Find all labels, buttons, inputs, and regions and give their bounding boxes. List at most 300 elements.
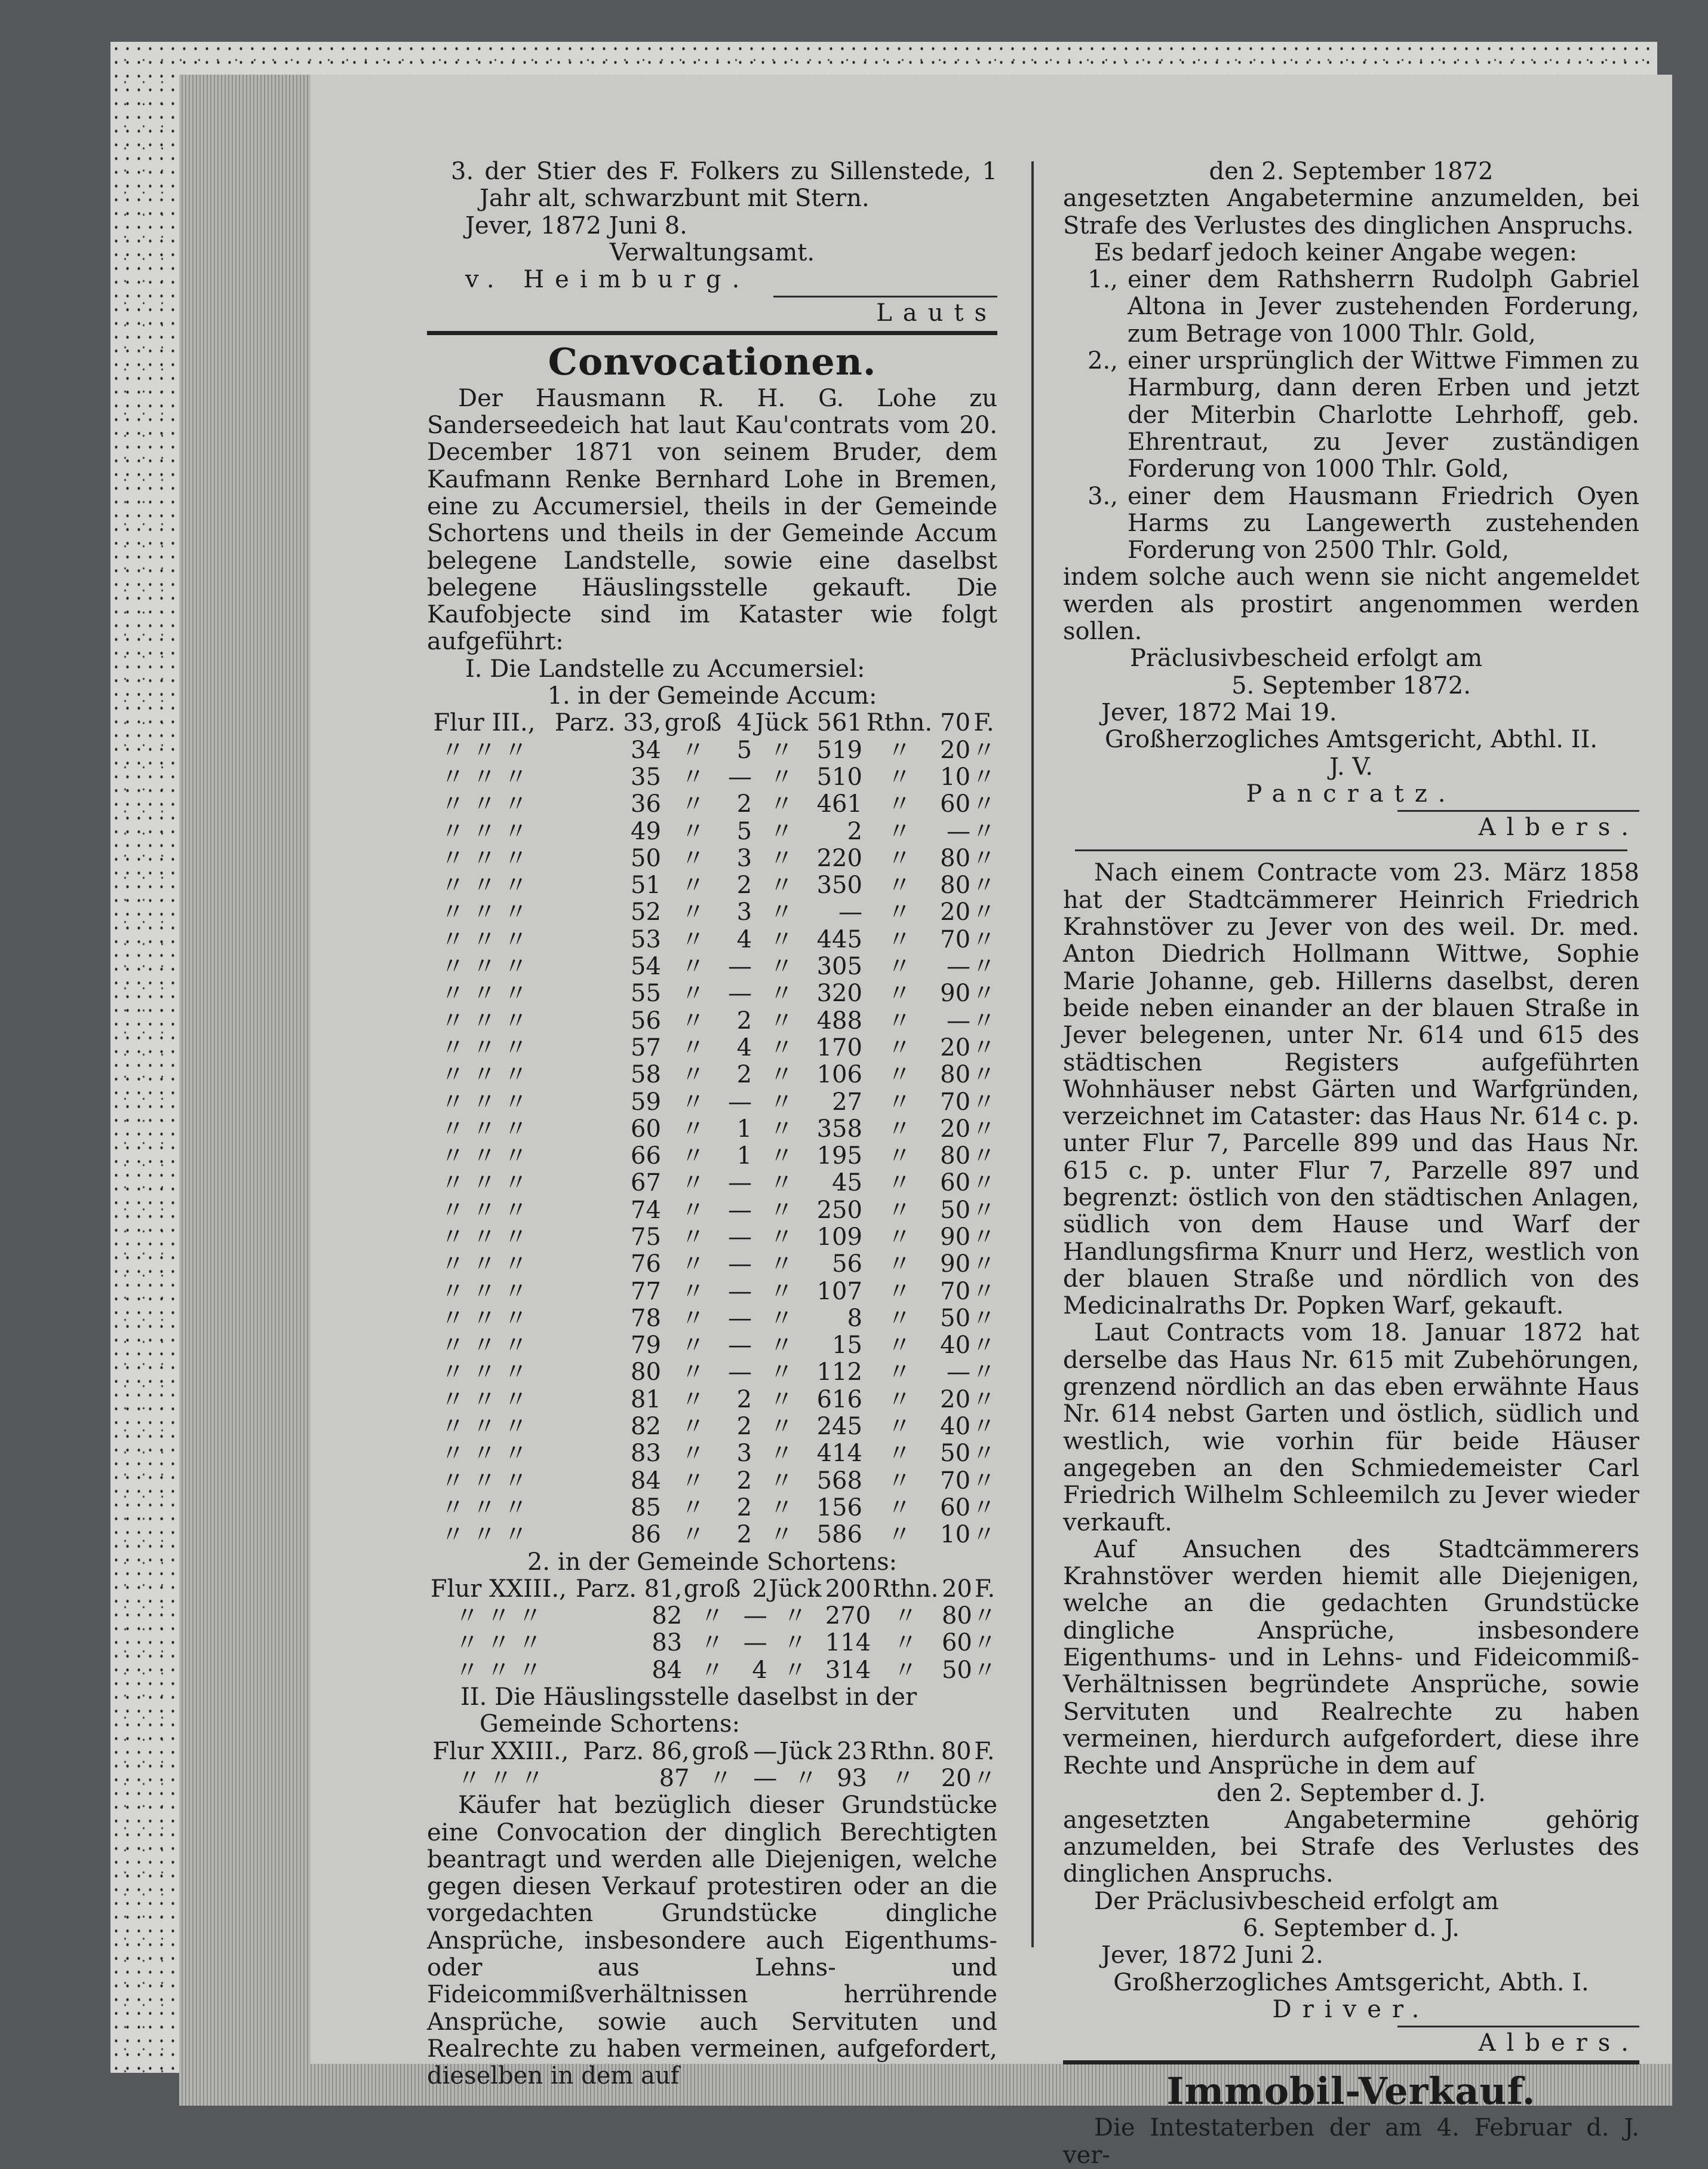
parcel-cell-flur: 〃 〃 〃 xyxy=(441,925,528,953)
exception-closing: indem solche auch wenn sie nicht angemeldet werden als prostirt angenommen werden sollen. xyxy=(1063,563,1639,646)
parcel-cell-jueck: 〃 xyxy=(769,1196,794,1224)
parcel-cell-f: 〃 xyxy=(972,1602,997,1630)
parcel-cell-c: 80 xyxy=(940,1142,971,1170)
parcel-cell-rthn: 〃 xyxy=(887,790,911,818)
parcel-row xyxy=(427,1170,997,1197)
parcel-cell-flur: 〃 〃 〃 xyxy=(441,1223,528,1251)
parcel-cell-jueck: Jück xyxy=(755,709,808,737)
parcel-cell-a: 3 xyxy=(736,898,752,926)
parcel-cell-b: 488 xyxy=(816,1007,862,1035)
parcel-cell-b: 109 xyxy=(816,1223,862,1251)
parcel-cell-gross: 〃 xyxy=(700,1629,724,1657)
parcel-cell-f: 〃 xyxy=(972,1629,997,1657)
parcel-cell-a: 2 xyxy=(736,1385,752,1413)
parcel-cell-jueck: 〃 xyxy=(769,1304,794,1332)
parcel-table-haeusling xyxy=(427,1738,997,1793)
parcel-row xyxy=(427,1008,997,1035)
parcel-cell-gross: 〃 xyxy=(681,1033,705,1062)
parcel-cell-b: 56 xyxy=(832,1250,862,1278)
parcel-row xyxy=(427,1576,997,1603)
parcel-cell-c: 80 xyxy=(941,1737,972,1765)
parcel-cell-a: 1 xyxy=(736,1115,752,1143)
parcel-cell-flur: 〃 〃 〃 xyxy=(455,1602,542,1630)
parcel-cell-flur: 〃 〃 〃 xyxy=(441,1440,528,1468)
parcel-cell-jueck: 〃 xyxy=(769,736,794,764)
parcel-cell-c: 80 xyxy=(940,872,971,900)
exception-text: einer dem Hausmann Friedrich Oyen Harms zu Langewerth zustehenden Forderung von 2500 Thlr. Gold, xyxy=(1128,482,1639,565)
parcel-cell-jueck: 〃 xyxy=(783,1656,807,1684)
parcel-cell-flur: 〃 〃 〃 xyxy=(441,763,528,791)
parcel-cell-b: 350 xyxy=(816,872,862,900)
parcel-row xyxy=(427,1359,997,1386)
parcel-cell-rthn: 〃 xyxy=(887,1385,911,1413)
parcel-cell-flur: 〃 〃 〃 xyxy=(441,1142,528,1170)
parcel-cell-parz: 51 xyxy=(631,872,661,900)
parcel-cell-b: 519 xyxy=(816,736,862,764)
parcel-cell-jueck: Jück xyxy=(779,1737,833,1765)
column-divider xyxy=(1031,161,1034,1947)
parcel-cell-rthn: 〃 xyxy=(887,925,911,953)
parcel-cell-b: 270 xyxy=(825,1602,871,1630)
parcel-cell-gross: 〃 xyxy=(681,1061,705,1089)
parcel-cell-parz: 56 xyxy=(631,1007,661,1035)
parcel-cell-c: 10 xyxy=(940,1521,971,1549)
parcel-cell-flur: 〃 〃 〃 xyxy=(441,1033,528,1062)
parcel-cell-b: 245 xyxy=(816,1413,862,1441)
parcel-cell-gross: 〃 xyxy=(700,1656,724,1684)
parcel-cell-b: 15 xyxy=(832,1332,862,1360)
parcel-cell-a: 3 xyxy=(736,844,752,872)
parcel-cell-jueck: 〃 xyxy=(769,925,794,953)
parcel-cell-flur: 〃 〃 〃 xyxy=(441,1196,528,1224)
parcel-cell-flur: 〃 〃 〃 xyxy=(457,1764,545,1792)
parcel-cell-flur: 〃 〃 〃 xyxy=(441,1521,528,1549)
parcel-cell-gross: 〃 xyxy=(681,1304,705,1332)
parcel-cell-c: 70 xyxy=(940,1277,971,1305)
parcel-cell-gross: 〃 xyxy=(681,1440,705,1468)
parcel-cell-jueck: 〃 xyxy=(769,1385,794,1413)
parcel-cell-a: 2 xyxy=(736,1493,752,1521)
parcel-cell-c: — xyxy=(947,1007,971,1035)
parcel-cell-c: 50 xyxy=(940,1304,971,1332)
parcel-cell-c: 90 xyxy=(940,1250,971,1278)
left-column xyxy=(427,158,997,2090)
parcel-cell-parz: 75 xyxy=(631,1223,661,1251)
parcel-cell-parz: 84 xyxy=(652,1656,683,1684)
parcel-row xyxy=(427,953,997,980)
parcel-cell-flur: 〃 〃 〃 xyxy=(441,1385,528,1413)
parcel-cell-c: 20 xyxy=(940,736,971,764)
parcel-cell-f: 〃 xyxy=(972,872,996,900)
exception-item xyxy=(1063,266,1639,348)
parcel-cell-b: 27 xyxy=(832,1088,862,1116)
parcel-cell-c: 20 xyxy=(941,1575,972,1603)
parcel-cell-flur: Flur XXIII., xyxy=(430,1575,567,1603)
notice-signature: v. Heimburg. xyxy=(465,266,751,294)
court-name-2: Großherzogliches Amtsgericht, Abth. I. xyxy=(1113,1968,1589,1996)
parcel-row xyxy=(427,818,997,845)
parcel-cell-a: — xyxy=(743,1629,767,1657)
parcel-cell-a: — xyxy=(753,1764,778,1792)
parcel-cell-rthn: Rthn. xyxy=(873,1575,939,1603)
parcel-cell-flur: 〃 〃 〃 xyxy=(441,1493,528,1521)
parcel-cell-b: 305 xyxy=(816,953,862,981)
parcel-cell-f: 〃 xyxy=(972,790,996,818)
parcel-cell-c: 80 xyxy=(941,1602,972,1630)
parcel-cell-parz: Parz. 86, xyxy=(583,1737,690,1765)
parcel-row xyxy=(427,1765,997,1792)
parcel-cell-a: — xyxy=(728,763,752,791)
parcel-cell-parz: 82 xyxy=(652,1602,683,1630)
parcel-cell-flur: 〃 〃 〃 xyxy=(441,1115,528,1143)
parcel-cell-c: — xyxy=(947,1358,971,1386)
parcel-row xyxy=(427,1035,997,1062)
parcel-cell-rthn: 〃 xyxy=(887,1250,911,1278)
parcel-cell-b: 200 xyxy=(825,1575,871,1603)
section-landstelle: I. Die Landstelle zu Accumersiel: xyxy=(465,655,865,683)
parcel-cell-flur: 〃 〃 〃 xyxy=(441,1061,528,1089)
parcel-row xyxy=(427,1224,997,1251)
parcel-row xyxy=(427,845,997,872)
parcel-cell-c: 10 xyxy=(940,763,971,791)
parcel-cell-a: — xyxy=(728,1169,752,1197)
parcel-cell-rthn: 〃 xyxy=(887,1304,911,1332)
parcel-cell-jueck: 〃 xyxy=(783,1602,807,1630)
parcel-cell-flur: 〃 〃 〃 xyxy=(441,1169,528,1197)
parcel-cell-parz: 54 xyxy=(631,953,661,981)
parcel-cell-gross: 〃 xyxy=(681,872,705,900)
parcel-cell-rthn: 〃 xyxy=(890,1764,915,1792)
parcel-cell-c: 60 xyxy=(940,790,971,818)
parcel-cell-parz: 52 xyxy=(631,898,661,926)
parcel-cell-parz: 36 xyxy=(631,790,661,818)
parcel-cell-rthn: 〃 xyxy=(887,1061,911,1089)
parcel-cell-gross: 〃 xyxy=(681,817,705,845)
parcel-cell-rthn: 〃 xyxy=(893,1602,918,1630)
parcel-row xyxy=(427,1197,997,1224)
praeclusiv2-date: 6. September d. J. xyxy=(1242,1915,1460,1942)
parcel-cell-a: 2 xyxy=(736,1413,752,1441)
section-rule xyxy=(427,331,997,335)
section-haeuslingsstelle: II. Die Häuslingsstelle daselbst in der Gemeinde Schortens: xyxy=(460,1683,917,1738)
parcel-cell-a: 2 xyxy=(752,1575,767,1603)
court-name: Großherzogliches Amtsgericht, Abthl. II. xyxy=(1105,726,1598,754)
parcel-cell-jueck: 〃 xyxy=(769,1358,794,1386)
parcel-cell-parz: Parz. 33, xyxy=(554,709,661,737)
parcel-row xyxy=(427,1630,997,1656)
parcel-cell-jueck: 〃 xyxy=(769,1332,794,1360)
parcel-cell-a: — xyxy=(728,1196,752,1224)
immobil-text: Die Intestaterben der am 4. Februar d. J. ver- xyxy=(1063,2114,1639,2169)
parcel-cell-gross: groß xyxy=(692,1737,749,1765)
parcel-cell-flur: Flur XXIII., xyxy=(432,1737,569,1765)
parcel-cell-c: 20 xyxy=(940,898,971,926)
parcel-cell-b: 93 xyxy=(837,1764,868,1792)
parcel-cell-gross: 〃 xyxy=(681,1250,705,1278)
parcel-cell-parz: 57 xyxy=(631,1033,661,1062)
parcel-cell-b: — xyxy=(838,898,862,926)
convocation-closing: Käufer hat bezüglich dieser Grundstücke eine Convocation der dinglich Berechtigten beantragt und werden alle Diejenigen, welche gegen diesen Verkauf protestiren oder an die vorgedachten Grundstücke dingliche Ansprüche, insbesondere auch Eigenthums- oder aus Lehns- und Fideicommißverhältnissen herrührende Ansprüche, sowie auch Servituten und Realrechte zu haben vermeinen, aufgefordert, dieselben in dem auf xyxy=(427,1791,997,2090)
praeclusiv-date: 5. September 1872. xyxy=(1231,671,1471,700)
parcel-cell-jueck: 〃 xyxy=(794,1764,818,1792)
parcel-cell-parz: 49 xyxy=(631,817,661,845)
parcel-cell-a: — xyxy=(743,1602,767,1630)
exception-item xyxy=(1063,348,1639,483)
parcel-cell-rthn: Rthn. xyxy=(870,1737,936,1765)
parcel-cell-flur: 〃 〃 〃 xyxy=(441,844,528,872)
praeclusiv-label: Präclusivbescheid erfolgt am xyxy=(1130,645,1483,673)
parcel-cell-rthn: 〃 xyxy=(887,1277,911,1305)
parcel-cell-b: 114 xyxy=(825,1629,871,1657)
parcel-row xyxy=(427,1440,997,1467)
subsection-schortens: 2. in der Gemeinde Schortens: xyxy=(527,1548,898,1576)
parcel-cell-flur: 〃 〃 〃 xyxy=(441,1088,528,1116)
parcel-cell-f: F. xyxy=(973,709,994,737)
deadline-text: angesetzten Angabetermine anzumelden, bei Strafe des Verlustes des dinglichen Anspruchs. xyxy=(1063,185,1639,240)
right-column xyxy=(1063,158,1639,2169)
parcel-cell-b: 461 xyxy=(816,790,862,818)
parcel-cell-a: — xyxy=(753,1737,778,1765)
parcel-cell-b: 107 xyxy=(816,1277,862,1305)
parcel-cell-f: 〃 xyxy=(972,1196,996,1224)
parcel-cell-flur: 〃 〃 〃 xyxy=(441,1413,528,1441)
exception-intro: Es bedarf jedoch keiner Angabe wegen: xyxy=(1094,238,1577,266)
summons-closing: angesetzten Angabetermine gehörig anzumelden, bei Strafe des Verlustes des dinglichen Anspruchs. xyxy=(1063,1806,1639,1888)
parcel-cell-c: 70 xyxy=(940,709,971,737)
parcel-cell-c: 20 xyxy=(940,1115,971,1143)
parcel-cell-flur: 〃 〃 〃 xyxy=(441,980,528,1008)
parcel-cell-f: 〃 xyxy=(972,1061,996,1089)
parcel-cell-jueck: 〃 xyxy=(769,1440,794,1468)
notice-divider xyxy=(1075,849,1627,851)
court-iv: J. V. xyxy=(1329,753,1373,781)
parcel-cell-b: 170 xyxy=(816,1033,862,1062)
place-date: Jever, 1872 Mai 19. xyxy=(1101,698,1337,726)
exception-text: einer ursprünglich der Wittwe Fimmen zu Harmburg, dann deren Erben und jetzt der Miterbin Charlotte Lehrhoff, geb. Ehrentraut, zu Jever zuständigen Forderung von 1000 Thlr. Gold, xyxy=(1128,347,1639,483)
parcel-cell-rthn: 〃 xyxy=(893,1629,918,1657)
clerk-signature: Albers. xyxy=(1478,814,1639,842)
parcel-cell-jueck: 〃 xyxy=(769,1277,794,1305)
parcel-cell-jueck: 〃 xyxy=(769,1467,794,1495)
parcel-cell-jueck: 〃 xyxy=(769,1169,794,1197)
parcel-cell-f: 〃 xyxy=(972,1223,996,1251)
parcel-row xyxy=(427,710,997,737)
parcel-cell-parz: 34 xyxy=(631,736,661,764)
parcel-cell-b: 250 xyxy=(816,1196,862,1224)
parcel-cell-flur: 〃 〃 〃 xyxy=(441,1332,528,1360)
parcel-cell-f: F. xyxy=(974,1575,996,1603)
parcel-cell-f: 〃 xyxy=(972,980,996,1008)
parcel-cell-b: 314 xyxy=(825,1656,871,1684)
parcel-cell-b: 510 xyxy=(816,763,862,791)
parcel-row xyxy=(427,1116,997,1143)
parcel-cell-c: 50 xyxy=(941,1656,972,1684)
parcel-cell-gross: 〃 xyxy=(681,763,705,791)
parcel-row xyxy=(427,899,997,926)
parcel-cell-jueck: 〃 xyxy=(769,1223,794,1251)
parcel-cell-f: 〃 xyxy=(972,953,996,981)
parcel-cell-a: — xyxy=(728,1223,752,1251)
parcel-cell-jueck: 〃 xyxy=(769,980,794,1008)
parcel-row xyxy=(427,872,997,899)
parcel-cell-f: 〃 xyxy=(972,1467,996,1495)
parcel-cell-f: 〃 xyxy=(972,1115,996,1143)
parcel-cell-a: — xyxy=(728,953,752,981)
parcel-cell-rthn: 〃 xyxy=(887,763,911,791)
parcel-cell-b: 561 xyxy=(816,709,862,737)
parcel-row xyxy=(427,1657,997,1684)
exception-item xyxy=(1063,483,1639,565)
parcel-cell-a: — xyxy=(728,980,752,1008)
parcel-cell-rthn: 〃 xyxy=(887,1332,911,1360)
parcel-cell-rthn: 〃 xyxy=(887,1088,911,1116)
parcel-cell-gross: 〃 xyxy=(681,1332,705,1360)
parcel-cell-gross: 〃 xyxy=(681,736,705,764)
summons-date: den 2. September d. J. xyxy=(1217,1779,1486,1807)
parcel-cell-rthn: 〃 xyxy=(887,980,911,1008)
parcel-cell-a: — xyxy=(728,1277,752,1305)
parcel-row xyxy=(427,926,997,953)
parcel-cell-jueck: 〃 xyxy=(769,1521,794,1549)
parcel-row xyxy=(427,1332,997,1359)
parcel-row xyxy=(427,1278,997,1305)
parcel-cell-c: — xyxy=(947,953,971,981)
parcel-cell-rthn: 〃 xyxy=(887,1467,911,1495)
parcel-cell-gross: 〃 xyxy=(681,1277,705,1305)
parcel-cell-jueck: 〃 xyxy=(769,1033,794,1062)
parcel-cell-b: 320 xyxy=(816,980,862,1008)
parcel-cell-f: 〃 xyxy=(972,736,996,764)
parcel-cell-parz: 50 xyxy=(631,844,661,872)
parcel-cell-gross: 〃 xyxy=(681,844,705,872)
parcel-cell-b: 8 xyxy=(847,1304,862,1332)
parcel-cell-c: 70 xyxy=(940,1467,971,1495)
parcel-cell-parz: 77 xyxy=(631,1277,661,1305)
exception-label: 3., xyxy=(1088,482,1118,510)
parcel-cell-rthn: Rthn. xyxy=(866,709,933,737)
summons-notice: Auf Ansuchen des Stadtcämmerers Krahnstöver werden hiemit alle Diejenigen, welche an die gedachten Grundstücke dingliche Ansprüche, insbesondere Eigenthums- und in Lehns- und Fideicommiß-Verhältnissen begründete Ansprüche, sowie Servituten und Realrechte zu haben vermeinen, hierdurch aufgefordert, diese ihre Rechte und Ansprüche in dem auf xyxy=(1063,1535,1639,1780)
signature-rule xyxy=(773,296,997,297)
parcel-cell-b: 586 xyxy=(816,1521,862,1549)
parcel-cell-parz: 83 xyxy=(631,1440,661,1468)
parcel-cell-b: 45 xyxy=(832,1169,862,1197)
parcel-cell-jueck: 〃 xyxy=(769,1115,794,1143)
parcel-cell-f: 〃 xyxy=(972,1169,996,1197)
parcel-row xyxy=(427,1062,997,1088)
parcel-cell-flur: 〃 〃 〃 xyxy=(441,1304,528,1332)
parcel-cell-c: 90 xyxy=(940,980,971,1008)
parcel-cell-f: 〃 xyxy=(972,1277,996,1305)
parcel-cell-rthn: 〃 xyxy=(887,844,911,872)
parcel-cell-c: 50 xyxy=(940,1196,971,1224)
parcel-cell-c: 40 xyxy=(940,1413,971,1441)
parcel-cell-f: 〃 xyxy=(972,763,996,791)
parcel-cell-rthn: 〃 xyxy=(887,736,911,764)
item-3-text: 3. der Stier des F. Folkers zu Sillenstede, 1 Jahr alt, schwarzbunt mit Stern. xyxy=(451,158,997,213)
parcel-cell-gross: groß xyxy=(664,709,722,737)
parcel-cell-b: 106 xyxy=(816,1061,862,1089)
parcel-row xyxy=(427,1521,997,1548)
parcel-cell-gross: 〃 xyxy=(681,1007,705,1035)
parcel-cell-a: 3 xyxy=(736,1440,752,1468)
parcel-cell-c: 50 xyxy=(940,1440,971,1468)
parcel-cell-jueck: Jück xyxy=(769,1575,822,1603)
parcel-cell-parz: 86 xyxy=(631,1521,661,1549)
parcel-row xyxy=(427,737,997,764)
parcel-cell-rthn: 〃 xyxy=(893,1656,918,1684)
parcel-cell-f: 〃 xyxy=(972,817,996,845)
parcel-cell-f: 〃 xyxy=(972,925,996,953)
contract-notice: Nach einem Contracte vom 23. März 1858 hat der Stadtcämmerer Heinrich Friedrich Krahnstöver zu Jever von des weil. Dr. med. Anton Diedrich Hollmann Wittwe, Sophie Marie Johanne, geb. Hillerns daselbst, deren beide neben einander an der blauen Straße in Jever belegenen, unter Nr. 614 und 615 des städtischen Registers aufgeführten Wohnhäuser nebst Gärten und Warfgründen, verzeichnet im Cataster: das Haus Nr. 614 c. p. unter Flur 7, Parcelle 899 und das Haus Nr. 615 c. p. unter Flur 7, Parzelle 897 und begrenzt: östlich von den städtischen Anlagen, südlich von dem Hause und Warf der Handlungsfirma Knurr und Herz, westlich von der blauen Straße und nördlich von des Medicinalraths Dr. Popken Warf, gekauft. xyxy=(1063,859,1639,1320)
parcel-cell-flur: 〃 〃 〃 xyxy=(441,1007,528,1035)
parcel-cell-a: 2 xyxy=(736,790,752,818)
parcel-cell-jueck: 〃 xyxy=(769,817,794,845)
parcel-cell-rthn: 〃 xyxy=(887,1033,911,1062)
parcel-cell-parz: 74 xyxy=(631,1196,661,1224)
parcel-cell-rthn: 〃 xyxy=(887,817,911,845)
parcel-cell-flur: 〃 〃 〃 xyxy=(441,790,528,818)
parcel-cell-b: 156 xyxy=(816,1493,862,1521)
parcel-cell-a: 2 xyxy=(736,1521,752,1549)
clerk-signature-2: Albers. xyxy=(1478,2029,1639,2057)
parcel-cell-a: 1 xyxy=(736,1142,752,1170)
parcel-row xyxy=(427,1603,997,1630)
parcel-cell-parz: 83 xyxy=(652,1629,683,1657)
parcel-cell-c: 80 xyxy=(940,844,971,872)
parcel-cell-parz: 35 xyxy=(631,763,661,791)
immobil-heading: Immobil-Verkauf. xyxy=(1166,2069,1536,2113)
parcel-cell-f: 〃 xyxy=(972,1440,996,1468)
parcel-cell-jueck: 〃 xyxy=(769,1088,794,1116)
parcel-cell-rthn: 〃 xyxy=(887,1493,911,1521)
parcel-cell-f: 〃 xyxy=(972,1385,996,1413)
parcel-cell-flur: 〃 〃 〃 xyxy=(441,817,528,845)
parcel-cell-parz: 80 xyxy=(631,1358,661,1386)
parcel-cell-c: 70 xyxy=(940,1088,971,1116)
parcel-table-accum xyxy=(427,710,997,1548)
parcel-cell-a: 4 xyxy=(752,1656,767,1684)
parcel-cell-flur: 〃 〃 〃 xyxy=(441,898,528,926)
parcel-table-schortens xyxy=(427,1576,997,1684)
parcel-cell-parz: 82 xyxy=(631,1413,661,1441)
parcel-cell-rthn: 〃 xyxy=(887,1142,911,1170)
convocations-heading: Convocationen. xyxy=(548,339,877,384)
section-rule xyxy=(1063,2060,1639,2064)
parcel-cell-c: 70 xyxy=(940,925,971,953)
parcel-cell-f: 〃 xyxy=(972,1764,997,1792)
parcel-cell-f: 〃 xyxy=(972,1304,996,1332)
exception-label: 2., xyxy=(1088,347,1118,375)
parcel-cell-c: 60 xyxy=(941,1629,972,1657)
parcel-cell-gross: 〃 xyxy=(681,1493,705,1521)
parcel-cell-f: 〃 xyxy=(972,1007,996,1035)
parcel-cell-f: 〃 xyxy=(972,1250,996,1278)
parcel-cell-flur: Flur III., xyxy=(433,709,536,737)
parcel-cell-gross: 〃 xyxy=(681,1413,705,1441)
parcel-cell-gross: 〃 xyxy=(681,1115,705,1143)
parcel-row xyxy=(427,1738,997,1765)
parcel-cell-b: 220 xyxy=(816,844,862,872)
parcel-row xyxy=(427,1386,997,1413)
parcel-row xyxy=(427,1251,997,1278)
parcel-cell-c: 40 xyxy=(940,1332,971,1360)
notice-clerk: Lauts xyxy=(876,299,997,327)
parcel-row xyxy=(427,980,997,1007)
parcel-cell-parz: 58 xyxy=(631,1061,661,1089)
parcel-cell-c: — xyxy=(947,817,971,845)
parcel-cell-flur: 〃 〃 〃 xyxy=(455,1629,542,1657)
parcel-row xyxy=(427,1495,997,1521)
